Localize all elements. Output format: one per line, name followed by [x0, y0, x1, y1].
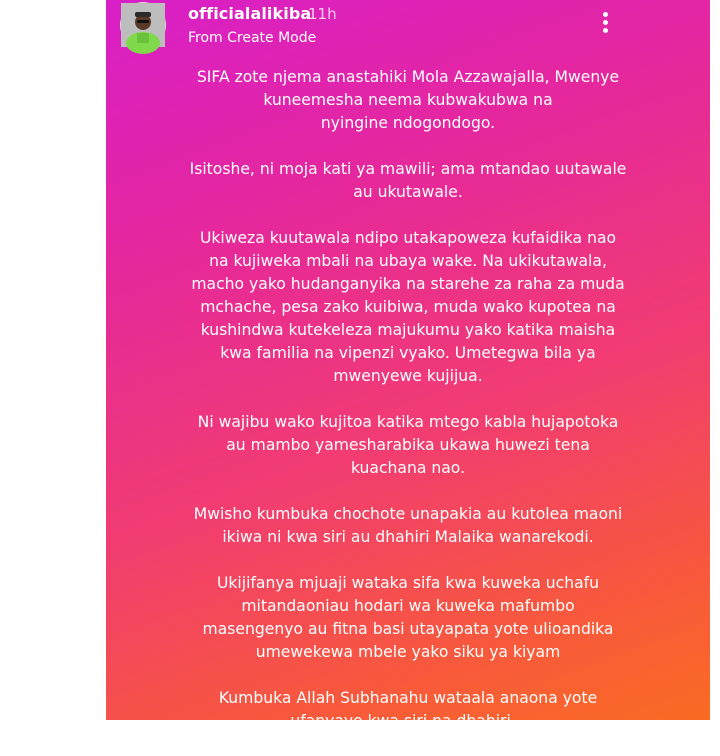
avatar[interactable] [120, 2, 166, 48]
story-text-line: Ukiweza kuutawala ndipo utakapoweza kufaidika nao [199, 229, 617, 247]
story-text-line: Ni wajibu wako kujitoa katika mtego kabla hujapotoka [197, 413, 619, 431]
story-text-line: au ukutawale. [353, 183, 463, 201]
story-text-line: Kumbuka Allah Subhanahu wataala anaona yote [218, 689, 598, 707]
story-text-line: au mambo yamesharabika ukawa huwezi tena [226, 436, 590, 454]
more-options-icon[interactable] [600, 12, 612, 34]
story-text-line: nyingine ndogondogo. [320, 114, 496, 132]
story-text-line: kwa familia na vipenzi vyako. Umetegwa bila ya [220, 344, 596, 362]
story-text-line: Ukijifanya mjuaji wataka sifa kwa kuweka uchafu [216, 574, 600, 592]
story-text-line: mchache, pesa zako kuibiwa, muda wako kupotea na [200, 298, 616, 316]
story-paragraph [116, 687, 700, 733]
more-dot [603, 28, 608, 33]
story-paragraph [116, 503, 700, 549]
story-paragraph [116, 411, 700, 480]
story-text-line: macho yako hudanganyika na starehe za raha za muda [191, 275, 625, 293]
story-text-line: masengenyo au fitna basi utayapata yote ulioandika [202, 620, 614, 638]
more-dot [603, 20, 608, 25]
story-paragraph [116, 158, 700, 204]
create-mode-label: From Create Mode [188, 30, 317, 46]
username[interactable]: officialalikiba [188, 4, 312, 23]
story-text-line: mitandaoniau hodari wa kuweka mafumbo [241, 597, 575, 615]
story-text-line: umewekewa mbele yako siku ya kiyam [255, 643, 561, 661]
story-paragraph [116, 227, 700, 388]
story-view[interactable] [106, 0, 710, 730]
story-text-line: SIFA zote njema anastahiki Mola Azzawajalla, Mwenye [196, 68, 620, 86]
story-text-line: ufanyayo kwa siri na dhahiri... [290, 712, 526, 730]
story-text-line: ikiwa ni kwa siri au dhahiri Malaika wanarekodi. [222, 528, 594, 546]
more-dot [603, 12, 608, 17]
story-text-line: na kujiweka mbali na ubaya wake. Na ukikutawala, [209, 252, 607, 270]
story-header [106, 0, 710, 56]
story-text-line: kuneemesha neema kubwakubwa na [263, 91, 553, 109]
story-text-line: Mwisho kumbuka chochote unapakia au kutolea maoni [193, 505, 623, 523]
story-text-line: kushindwa kutekeleza majukumu yako katika maisha [200, 321, 616, 339]
story-text-line: mwenyewe kujijua. [333, 367, 483, 385]
story-paragraph [116, 66, 700, 135]
story-text [116, 66, 700, 756]
story-paragraph [116, 572, 700, 664]
story-text-line: Isitoshe, ni moja kati ya mawili; ama mtandao uutawale [189, 160, 627, 178]
avatar-image [121, 3, 165, 47]
story-text-line: kuachana nao. [350, 459, 466, 477]
post-time: 11h [308, 5, 337, 23]
